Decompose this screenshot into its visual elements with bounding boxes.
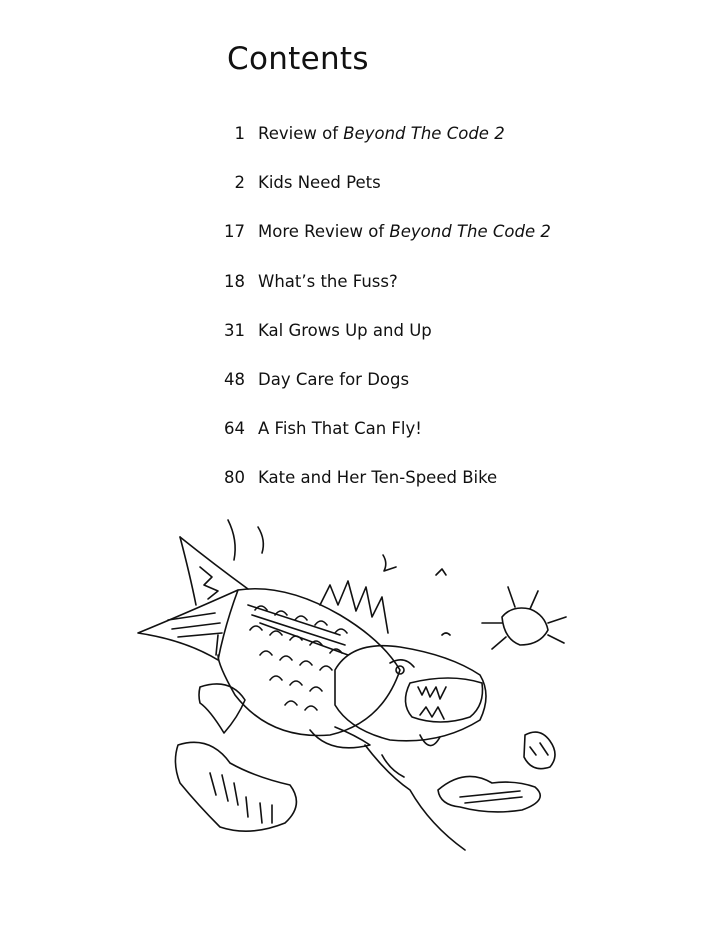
toc-page-number: 31	[224, 320, 245, 340]
toc-title: What’s the Fuss?	[258, 271, 398, 291]
toc-entry	[214, 222, 634, 271]
toc-title: Kate and Her Ten-Speed Bike	[258, 468, 498, 488]
toc-entry	[214, 124, 634, 173]
toc-entry	[214, 173, 634, 222]
toc-title: Day Care for Dogs	[258, 369, 410, 389]
page-title: Contents	[227, 41, 369, 77]
table-of-contents	[214, 124, 634, 518]
toc-entry	[214, 321, 634, 370]
toc-title: Kids Need Pets	[258, 173, 381, 193]
toc-page-number: 48	[224, 369, 245, 389]
toc-page-number: 2	[234, 173, 245, 193]
toc-page-number: 1	[234, 124, 245, 143]
toc-entry	[214, 419, 634, 468]
toc-title: More Review of Beyond The Code 2	[258, 222, 551, 242]
toc-title: Kal Grows Up and Up	[258, 320, 432, 340]
flying-fish-drawing-icon	[120, 505, 590, 870]
toc-page-number: 64	[224, 419, 245, 439]
toc-entry	[214, 370, 634, 419]
toc-title: Review of Beyond The Code 2	[258, 124, 505, 143]
toc-page-number: 17	[224, 222, 245, 242]
toc-title: A Fish That Can Fly!	[258, 419, 422, 439]
toc-entry	[214, 272, 634, 321]
toc-page-number: 80	[224, 468, 245, 488]
toc-page-number: 18	[224, 271, 245, 291]
fish-sketch-svg	[120, 505, 590, 870]
